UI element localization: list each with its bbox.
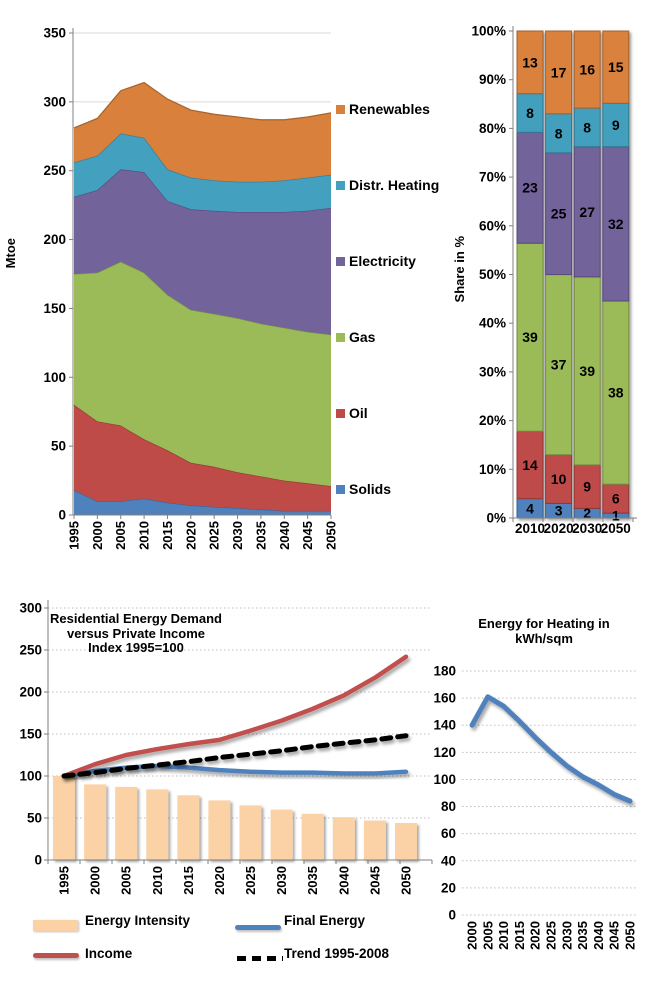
x-tick-label: 2000 [464, 921, 480, 950]
x-tick-label: 2040 [276, 521, 292, 550]
share-bar-chart [471, 24, 637, 537]
y-tick-label: 60 [440, 826, 456, 842]
y-tick-label: 40% [478, 315, 506, 331]
x-tick-label: 2005 [113, 521, 129, 550]
legend-label-trend-1995-2008: Trend 1995-2008 [284, 946, 390, 961]
x-tick-label: 2045 [606, 921, 622, 950]
y-tick-label: 140 [433, 717, 456, 733]
y-tick-label: 50 [26, 810, 42, 826]
x-tick-label: 2005 [480, 921, 496, 950]
x-tick-label: 2050 [622, 921, 638, 950]
legend-swatch-electricity [336, 257, 345, 266]
x-tick-label: 2000 [89, 521, 105, 550]
bar-value-distr-heating-2010: 8 [526, 104, 534, 121]
x-tick-label: 2025 [543, 921, 559, 950]
bar-energy-intensity [395, 823, 417, 860]
y-tick-label: 180 [433, 663, 456, 679]
bar-value-distr-heating-2050: 9 [611, 117, 620, 134]
x-tick-label: 1995 [66, 521, 82, 550]
legend-item-electricity [336, 253, 416, 269]
y-tick-label: 0% [486, 510, 506, 526]
legend-swatch-oil [336, 409, 345, 418]
heating-chart-title [460, 616, 628, 646]
bar-value-electricity-2030: 27 [579, 203, 595, 220]
x-tick-label: 2050 [398, 866, 414, 895]
bar-energy-intensity [53, 776, 75, 860]
y-tick-label: 100% [471, 23, 506, 39]
y-tick-label: 200 [43, 232, 66, 248]
bar-energy-intensity [208, 800, 230, 860]
bar-energy-intensity [333, 817, 355, 860]
bar-energy-intensity [240, 805, 262, 860]
bar-value-renewables-2010: 13 [522, 54, 538, 71]
legend-label-final-energy: Final Energy [284, 913, 366, 928]
x-tick-label: 2040 [336, 866, 352, 895]
y-tick-label: 300 [19, 600, 42, 616]
x-tick-label: 2020 [211, 866, 227, 895]
area-chart [43, 26, 338, 550]
x-tick-label: 2050 [600, 521, 631, 536]
bar-energy-intensity [177, 795, 199, 860]
y-tick-label: 250 [43, 163, 66, 179]
bar-value-gas-2010: 39 [522, 329, 538, 346]
y-tick-label: 80% [478, 120, 506, 136]
y-tick-label: 70% [478, 169, 506, 185]
legend-item-renewables [336, 101, 430, 117]
area-chart-y-axis-title: Mtoe [3, 238, 18, 269]
legend-item-gas [336, 329, 375, 345]
energy-intensity-bars [53, 776, 417, 860]
y-tick-label: 40 [440, 853, 456, 869]
bar-energy-intensity [84, 784, 106, 860]
bar-value-distr-heating-2020: 8 [554, 125, 563, 142]
bar-value-electricity-2010: 23 [522, 179, 538, 196]
y-tick-label: 80 [440, 799, 456, 815]
legend-label-solids: Solids [349, 481, 392, 497]
share-chart-y-axis-title: Share in % [452, 236, 467, 303]
bar-value-solids-2020: 3 [554, 502, 563, 519]
y-tick-label: 100 [43, 369, 66, 385]
y-tick-label: 90% [478, 72, 506, 88]
x-tick-label: 2050 [323, 521, 339, 550]
combo-chart-title-line2: versus Private Income [66, 625, 206, 641]
legend-swatch-gas [336, 333, 345, 342]
y-tick-label: 60% [478, 218, 506, 234]
y-tick-label: 0 [34, 852, 42, 868]
x-tick-label: 2010 [149, 866, 165, 895]
x-tick-label: 2045 [300, 521, 316, 550]
bar-energy-intensity [146, 789, 168, 860]
bar-value-electricity-2020: 25 [550, 205, 567, 222]
y-tick-label: 150 [43, 300, 66, 316]
x-tick-label: 2030 [274, 866, 290, 895]
y-tick-label: 100 [433, 771, 456, 787]
bar-value-solids-2050: 1 [611, 507, 620, 524]
y-tick-label: 300 [43, 94, 66, 110]
x-tick-label: 2020 [183, 521, 199, 550]
x-tick-label: 2035 [305, 866, 321, 895]
x-tick-label: 2020 [527, 921, 543, 950]
x-tick-label: 2030 [572, 521, 603, 536]
legend-label-renewables: Renewables [349, 101, 430, 117]
y-tick-label: 160 [433, 690, 456, 706]
bar-energy-intensity [302, 814, 324, 860]
y-tick-label: 250 [19, 642, 42, 658]
bar-column-2020 [546, 31, 572, 518]
x-tick-label: 2020 [543, 521, 574, 536]
y-tick-label: 10% [478, 461, 506, 477]
y-tick-label: 20% [478, 413, 506, 429]
legend-label-energy-intensity: Energy Intensity [85, 913, 191, 928]
x-tick-label: 2000 [87, 866, 103, 895]
area-chart-legend [336, 0, 448, 580]
bar-value-oil-2050: 6 [611, 490, 620, 507]
bar-energy-intensity [364, 821, 386, 861]
bar-value-gas-2020: 37 [550, 356, 567, 373]
legend-item-solids [336, 481, 391, 497]
legend-item-oil [336, 405, 368, 421]
x-tick-label: 2010 [514, 521, 546, 536]
legend-label-electricity: Electricity [349, 253, 416, 269]
y-tick-label: 30% [478, 364, 506, 380]
x-tick-label: 1995 [56, 866, 72, 895]
x-tick-label: 2015 [511, 921, 527, 950]
y-tick-label: 50 [50, 438, 66, 454]
heating-line-chart [433, 664, 638, 950]
combo-chart-title-line1: Residential Energy Demand [50, 611, 222, 626]
x-tick-label: 2025 [206, 521, 222, 550]
x-tick-label: 2035 [575, 921, 591, 950]
bar-value-renewables-2020: 17 [550, 64, 567, 81]
x-tick-label: 2025 [243, 866, 259, 895]
bar-energy-intensity [115, 787, 137, 860]
bar-value-solids-2010: 4 [526, 500, 534, 517]
x-tick-label: 2005 [118, 866, 134, 895]
y-tick-label: 20 [440, 880, 456, 896]
bar-value-distr-heating-2030: 8 [583, 119, 592, 136]
bar-value-solids-2030: 2 [583, 505, 592, 522]
y-tick-label: 120 [433, 744, 456, 760]
bar-value-electricity-2050: 32 [608, 215, 624, 232]
heating-chart-title-line2: kWh/sqm [515, 631, 573, 646]
legend-item-distr-heating [336, 177, 439, 193]
y-tick-label: 0 [448, 907, 456, 923]
x-tick-label: 2035 [253, 521, 269, 550]
legend-swatch-renewables [336, 105, 345, 114]
bar-value-gas-2030: 39 [579, 362, 595, 379]
x-tick-label: 2015 [159, 521, 175, 550]
bar-column-2030 [574, 31, 600, 518]
legend-swatch-distr-heating [336, 181, 345, 190]
combo-chart-title-line3: Index 1995=100 [88, 640, 184, 655]
legend-label-distr-heating: Distr. Heating [349, 177, 440, 193]
x-tick-label: 2030 [230, 521, 246, 550]
x-tick-label: 2010 [496, 921, 512, 950]
bar-value-gas-2050: 38 [608, 384, 624, 401]
x-tick-label: 2030 [559, 921, 575, 950]
combo-chart-title [45, 612, 227, 656]
bar-energy-intensity [271, 810, 293, 860]
bar-column-2050 [603, 31, 629, 518]
heating-chart-title-line1: Energy for Heating in [478, 616, 610, 631]
x-tick-label: 2045 [367, 866, 383, 895]
legend-label-oil: Oil [349, 405, 368, 421]
bar-value-renewables-2030: 16 [579, 61, 595, 78]
x-tick-label: 2040 [590, 921, 606, 950]
y-tick-label: 150 [19, 726, 42, 742]
x-tick-label: 2015 [180, 866, 196, 895]
x-tick-label: 2010 [136, 521, 152, 550]
legend-swatch-solids [336, 485, 345, 494]
legend-label-gas: Gas [349, 329, 376, 345]
y-tick-label: 200 [19, 684, 42, 700]
bar-value-oil-2030: 9 [583, 478, 592, 495]
bar-value-renewables-2050: 15 [608, 59, 624, 76]
bar-value-oil-2020: 10 [550, 471, 567, 488]
y-tick-label: 100 [19, 768, 42, 784]
y-tick-label: 0 [58, 507, 66, 523]
line-income [64, 657, 406, 776]
line-energy-for-heating [472, 697, 630, 801]
legend-label-income: Income [85, 946, 133, 961]
y-tick-label: 50% [478, 267, 506, 282]
y-tick-label: 350 [43, 25, 66, 41]
bar-value-oil-2010: 14 [522, 456, 538, 473]
